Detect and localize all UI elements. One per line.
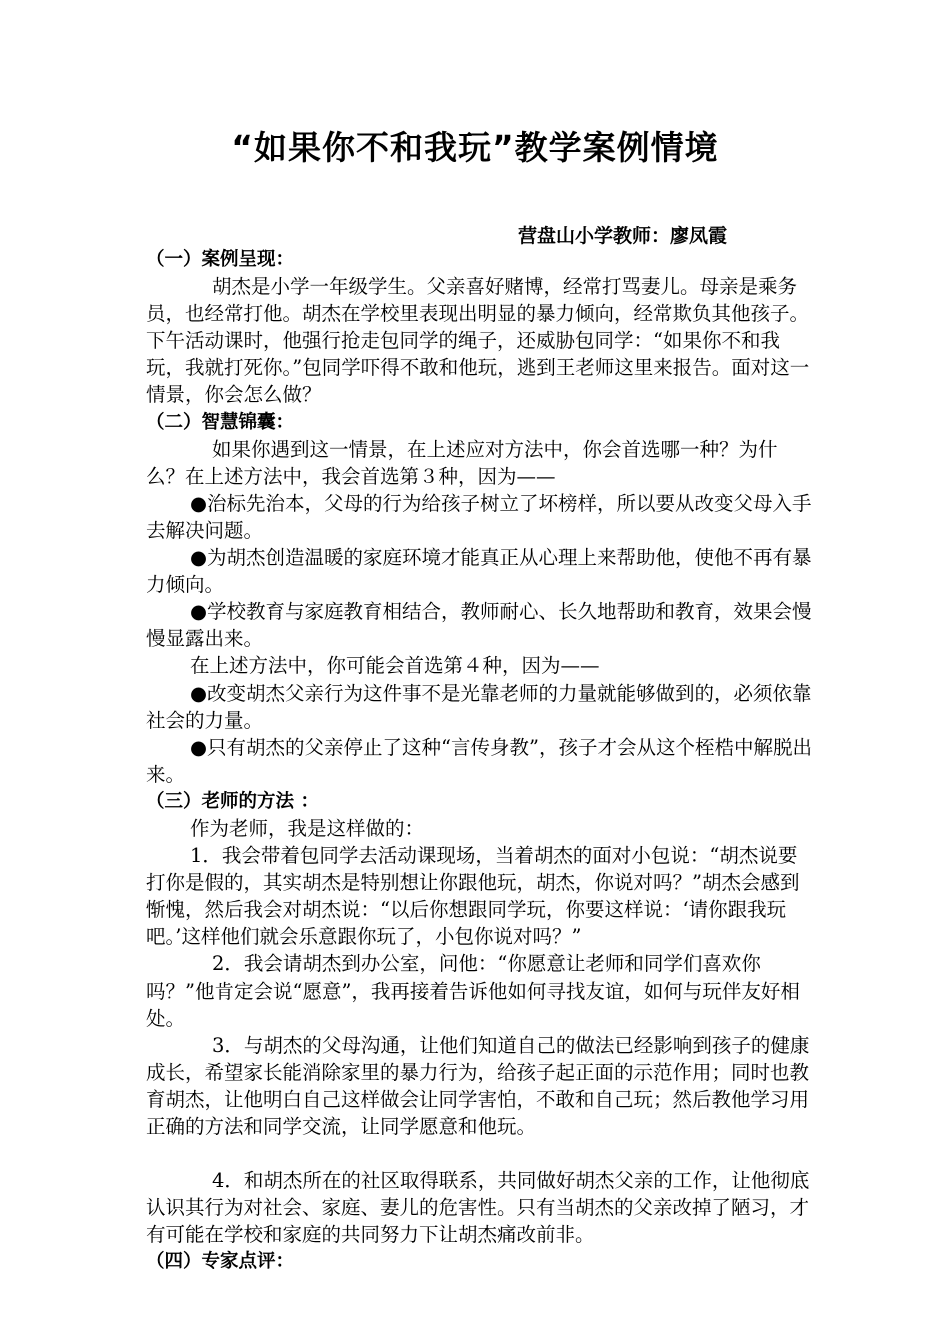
- method-item-3: 3．与胡杰的父母沟通，让他们知道自己的做法已经影响到孩子的健康成长，希望家长能消除家里的暴力行为，给孩子起正面的示范作用；同时也教育胡杰，让他明白自己这样做会让同学害怕，不敢和自己玩；然后教他学习用正确的方法和同学交流，让同学愿意和他玩。: [146, 1033, 810, 1138]
- bullet-item: ●改变胡杰父亲行为这件事不是光靠老师的力量就能够做到的，必须依靠社会的力量。: [146, 681, 812, 732]
- bullet-item: ●治标先治本，父母的行为给孩子树立了坏榜样，所以要从改变父母入手去解决问题。: [146, 491, 812, 542]
- bullet-item: ●为胡杰创造温暖的家庭环境才能真正从心理上来帮助他，使他不再有暴力倾向。: [146, 546, 812, 597]
- method-intro: 作为老师，我是这样做的：: [190, 816, 425, 840]
- author-line: 营盘山小学教师：廖凤霞: [518, 225, 728, 247]
- section-heading-2: （二）智慧锦囊：: [146, 411, 295, 433]
- bullet-item: ●学校教育与家庭教育相结合，教师耐心、长久地帮助和教育，效果会慢慢显露出来。: [146, 600, 812, 651]
- section-heading-1: （一）案例呈现：: [146, 249, 295, 270]
- section-heading-4: （四）专家点评：: [146, 1251, 295, 1273]
- method-item-1: 1．我会带着包同学去活动课现场，当着胡杰的面对小包说：“胡杰说要打你是假的，其实胡杰是特别想让你跟他玩，胡杰，你说对吗？”胡杰会感到惭愧，然后我会对胡杰说：“以后你想跟同学玩，你要这样说：‘请你跟我玩吧。’这样他们就会乐意跟你玩了，小包你说对吗？”: [146, 844, 800, 949]
- document-body: [146, 246, 814, 1275]
- blank-line: [146, 1140, 814, 1167]
- question-paragraph: 如果你遇到这一情景，在上述应对方法中，你会首选哪一种？为什么？在上述方法中，我会首选第３种，因为——: [146, 437, 778, 488]
- bullet-item: ●只有胡杰的父亲停止了这种“言传身教”，孩子才会从这个桎梏中解脱出来。: [146, 735, 812, 786]
- case-paragraph: 胡杰是小学一年级学生。父亲喜好赌博，经常打骂妻儿。母亲是乘务员，也经常打他。胡杰在学校里表现出明显的暴力倾向，经常欺负其他孩子。下午活动课时，他强行抢走包同学的绳子，还威胁包同学：“如果你不和我玩，我就打死你。”包同学吓得不敢和他玩，逃到王老师这里来报告。面对这一情景，你会怎么做？: [146, 275, 810, 407]
- section-heading-3: （三）老师的方法 ：: [146, 790, 319, 812]
- alt-choice-paragraph: 在上述方法中，你可能会首选第４种，因为——: [190, 654, 600, 678]
- method-item-4: 4．和胡杰所在的社区取得联系，共同做好胡杰父亲的工作，让他彻底认识其行为对社会、家庭、妻儿的危害性。只有当胡杰的父亲改掉了陋习，才有可能在学校和家庭的共同努力下让胡杰痛改前非。: [146, 1169, 810, 1247]
- method-item-2: 2．我会请胡杰到办公室，问他：“你愿意让老师和同学们喜欢你吗？”他肯定会说“愿意”，我再接着告诉他如何寻找友谊，如何与玩伴友好相处。: [146, 952, 800, 1030]
- document-title: “如果你不和我玩”教学案例情境: [231, 128, 719, 167]
